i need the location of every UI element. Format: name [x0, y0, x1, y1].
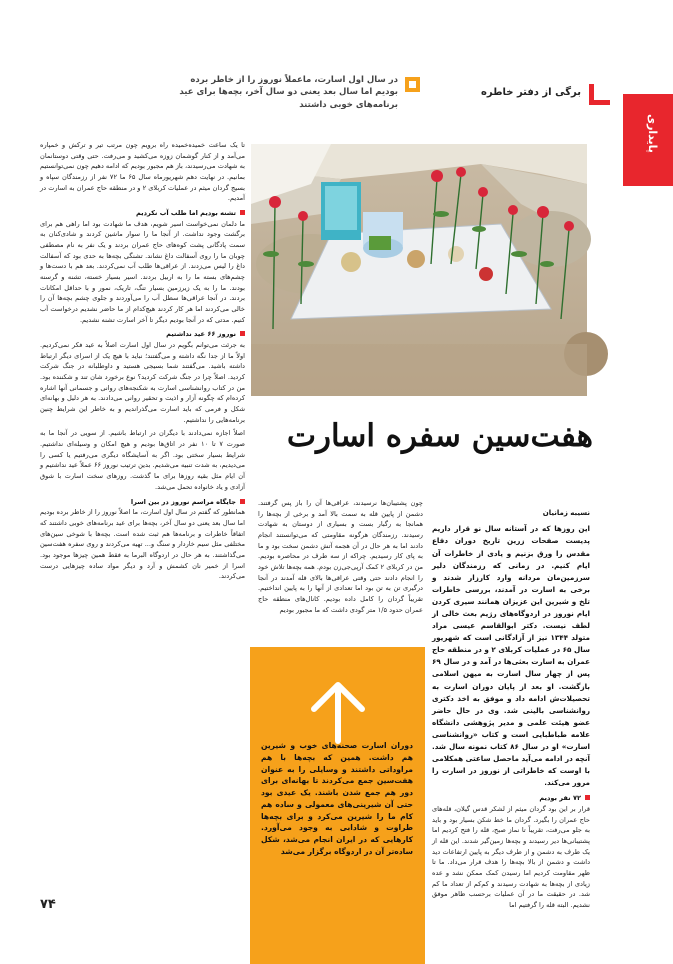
section-tab-label: پایداری	[646, 114, 659, 153]
paragraph: تا یک ساعت خمیده‌خمیده راه برویم چون مرتب تیر و ترکش و خمپاره می‌آمد و از کنار گوشمان زوزه می‌کشید و می‌رفت. حتی وقتی دوستانمان به شهادت می‌رسیدند، باز هم مجبور بودیم که ادامه دهیم چون نمی‌توانستیم بمانیم. در نهایت دهم شهریورماه سال ۶۵ ما ۷۲ نفر از رزمندگان سپاه و بسیج گردان میثم در عملیات کربلای ۲ و در منطقه حاج عمران به اسارت در آمدیم.	[40, 141, 246, 203]
subheading-nowruz-place: جایگاه مراسم نوروز در بین اسرا	[40, 497, 245, 508]
subheading-thirsty: تشنه بودیم اما طلب آب نکردیم	[40, 208, 245, 219]
arrow-down-left-icon	[587, 82, 607, 102]
page-number: ۷۴	[40, 897, 56, 912]
intro-paragraph: این روزها که در آستانه سال نو قرار داریم پدیست صفحات زرین تاریخ دوران دفاع مقدس را ورق بزنیم و یادی از خاطرات آن ایام کنیم. در زمانی که رزمندگان دلیر سرزمین‌مان مردانه وارد کارزار شدند و برخی به اسارت در آمدند، بررسی خاطرات تلخ و شیرین این عزیزان همانند سیری کردن ایام نوروز در اردوگاه‌های رژیم بعث خالی از لطف نیست. دکتر ابوالقاسم عیسی مراد متولد ۱۳۴۴ نیز از آزادگانی است که شهریور سال ۶۵ در عملیات کربلای ۲ و در منطقه حاج عمران به اسارت بعثی‌ها در آمد و در سال ۶۹ پس از چهار سال اسارت به میهن اسلامی بازگشت. او بعد از پایان دوران اسارت به تحصیلات‌ش ادامه داد و موفق به اخذ دکتری روانشناسی بالینی شد. وی در حال حاضر عضو هیئت علمی و مدیر پژوهشی دانشگاه علامه طباطبایی است و کتاب «روانشناسی اسارت» او در سال ۸۶ کتاب نمونه سال شد. آنچه در ادامه می‌آید ماحصل ساعتی همکلامی با اوست که خاطراتی از نوروز در اسارت را مرور می‌کند.	[432, 524, 590, 788]
article-photo	[251, 144, 587, 396]
column-middle	[258, 498, 423, 614]
square-bullet-icon	[405, 77, 420, 92]
arrow-up-icon	[308, 681, 368, 743]
paragraph: به جرئت می‌توانم بگویم در سال اول اسارت اصلاً به عید فکر نمی‌کردیم. اولاً ما از جدا نگه داشته و می‌گفتند؛ نباید با هیچ یک از اسرای دیگر ارتباط داشته باشید. می‌گفتند شما بسیجی هستید و داوطلبانه در جنگ شرکت کردید. اصلاً چرا در جنگ شرکت کردید؟ نوع برخورد شان تند و شکننده بود. من در کتاب روانشناسی اسارت به شکنجه‌های روانی و جسمانی آنها اشاره کرده‌ام که چگونه آزار و اذیت و تحقیر روانی می‌دادند. به هر دلیل و بهانه‌ای شکل و فرمی که باید اسارت می‌گذراندیم و به خاطر این شرایط چنین برنامه‌هایی را نداشتیم.	[40, 341, 245, 424]
paragraph: ما دلمان نمی‌خواست اسیر شویم، هدف ما شهادت بود اما راهی هم برای برگشت وجود نداشت. از آنجا ما را سوار ماشین کردند و شادی‌کنان به سمت پادگانی پشت کوه‌های حاج عمران بردند و یک نفر به نام مصطفی چوبان ما را روی آسفالت داغ نشاند. تشنگی بچه‌ها به حدی بود که آسفالت داغ را لیس می‌زدند. از عراقی‌ها طلب آب نمی‌کردند. بعد هم با دست‌ها و چشم‌های بسته ما را به اربیل بردند. اسیر بسیار خسته، تشنه و گرسنه بودند. ما را به یک زیرزمین بسیار تنگ، تاریک، نمور و با حداقل امکانات بردند. در آنجا عراقی‌ها سطل آب را می‌آوردند و جلوی چشم بچه‌ها آن را خالی می‌کردند اما هر کار کردند هیچ‌کدام از ما حاضر نشدیم درخواست آب کنیم. مدتی که در آنجا بودیم دیگر تا آخر اسارت تشنه نشدیم.	[40, 219, 245, 324]
subheading-72: ۷۲ نفر بودیم	[432, 793, 590, 804]
author: نسیبه زمانیان	[542, 509, 590, 517]
lead-text-body: در سال اول اسارت، ماعملاً نوروز را از خاطر برده بودیم اما سال بعد یعنی دو سال آخر، بچه‌ها برای عید برنامه‌های خوبی داشتند	[179, 75, 398, 110]
paragraph: چون پشتیبان‌ها نرسیدند، عراقی‌ها آن را باز پس گرفتند. دشمن از پایین قله به سمت بالا آمد و برخی از بچه‌ها را همانجا به رگبار بست و بسیاری از دوستان به شهادت رسیدند. رزمندگان هرگونه مقاومتی که می‌توانستند انجام دادند اما به هر حال در آن هجمه آتش دشمن سخت بود و ما به پای کار رسیدیم. چراکه از سه طرف در محاصره بودیم. من در کربلای ۲ کمک آرپی‌جی‌زن بودم. همه بچه‌ها تلاش خود را انجام دادند حتی وقتی عراقی‌ها بالای قله آمدند در آنجا درگیری تن به تن بود اما تعدادی از آنها را به پایین انداختیم. تقریباً گردان را کامل داده بودیم. کانال‌های منطقه حاج عمران حدود ۱/۵ متر گودی داشت که ما مجبور بودیم	[258, 499, 423, 614]
kicker-label: برگی از دفتر خاطره	[480, 86, 581, 98]
subheading-nowruz-66: نوروز ۶۶ عید نداشتیم	[40, 329, 245, 340]
paragraph: اصلاً اجازه نمی‌دادند با دیگران در ارتباط باشیم. از سویی در آنجا ما به صورت ۷ تا ۱۰ نفر در اتاق‌ها بودیم و هیچ امکان و وسیله‌ای نداشتیم. شرایط بسیار سختی بود. اگر به آسایشگاه دیگری می‌رفتیم یا کسی را می‌دیدیم، به شدت تنبیه می‌شدیم. بدین ترتیب نوروز ۶۶ عملاً عید نداشتیم و آن ایام مثل بقیه روزها برای ما گذشت. روزهای سخت اسارت با شوق آزادی و یاد خانواده تحمل می‌شد.	[40, 429, 246, 491]
column-right	[432, 508, 590, 910]
paragraph: قرار بر این بود گردان میثم از لشکر قدس گیلان، قله‌های حاج عمران را بگیرد. گردان ما خط شکن بسیار بود و باید به جلو می‌رفت، تقریباً تا نماز صبح، قله را فتح کردیم اما پشتیبانی‌ها دیر رسیدند و بچه‌ها زمین‌گیر شدند. این قله از یک طرف به دشمن و از طرف دیگر به پایین ارتفاعات دید داشت و دشمن از بالا بچه‌ها را هدف قرار می‌داد. ما تا ظهر مقاومت کردیم اما رسیدن کمک ممکن نشد و عده زیادی از بچه‌ها به شهادت رسیدند و کم‌کم از تعداد ما کم شد. در حقیقت ما در آن عملیات برحسب ظاهر موفق نشدیم. البته قله را گرفتیم اما	[432, 805, 590, 910]
lead-text	[165, 74, 420, 111]
headline: هفت‌سین سفره اسارت	[286, 418, 593, 454]
kicker	[481, 82, 607, 102]
haft-sin-photo	[251, 144, 587, 396]
column-left	[40, 140, 245, 880]
section-tab	[623, 94, 673, 186]
pull-quote	[250, 647, 425, 964]
pull-quote-text: دوران اسارت صحنه‌های خوب و شیرین هم داشت. همین که بچه‌ها با هم مراوداتی داشتند و وسایلی را به عنوان هفت‌سین جمع می‌کردند تا بهانه‌ای برای دور هم جمع شدن باشند. یک عیدی بود حتی آن شیرینی‌های معمولی و ساده هم کام ما را شیرین می‌کرد و برای بچه‌ها طراوت و شادابی به وجود می‌آورد. کارهایی که در ایران انجام می‌شد، شکل ساده‌تر آن در اردوگاه برگزار می‌شد	[261, 741, 413, 856]
paragraph: همانطور که گفتم در سال اول اسارت، ما اصلاً نوروز را از خاطر برده بودیم اما سال بعد یعنی دو سال آخر، بچه‌ها برای عید برنامه‌های خوبی داشتند که اتفاقاً خاطرات و برنامه‌ها هم ثبت شده است. بچه‌ها با شوخی سین‌های مختلفی مثل سیم خاردار و سنگ و... تهیه می‌کردند و روی سفره هفت‌سین می‌گذاشتند. به هر حال در اردوگاه البرما به فقط همین چیزها موجود بود. اسرا از خمیر نان کشمش و آرد و دیگر مواد ساده چیزهایی درست می‌کردند.	[40, 508, 245, 581]
